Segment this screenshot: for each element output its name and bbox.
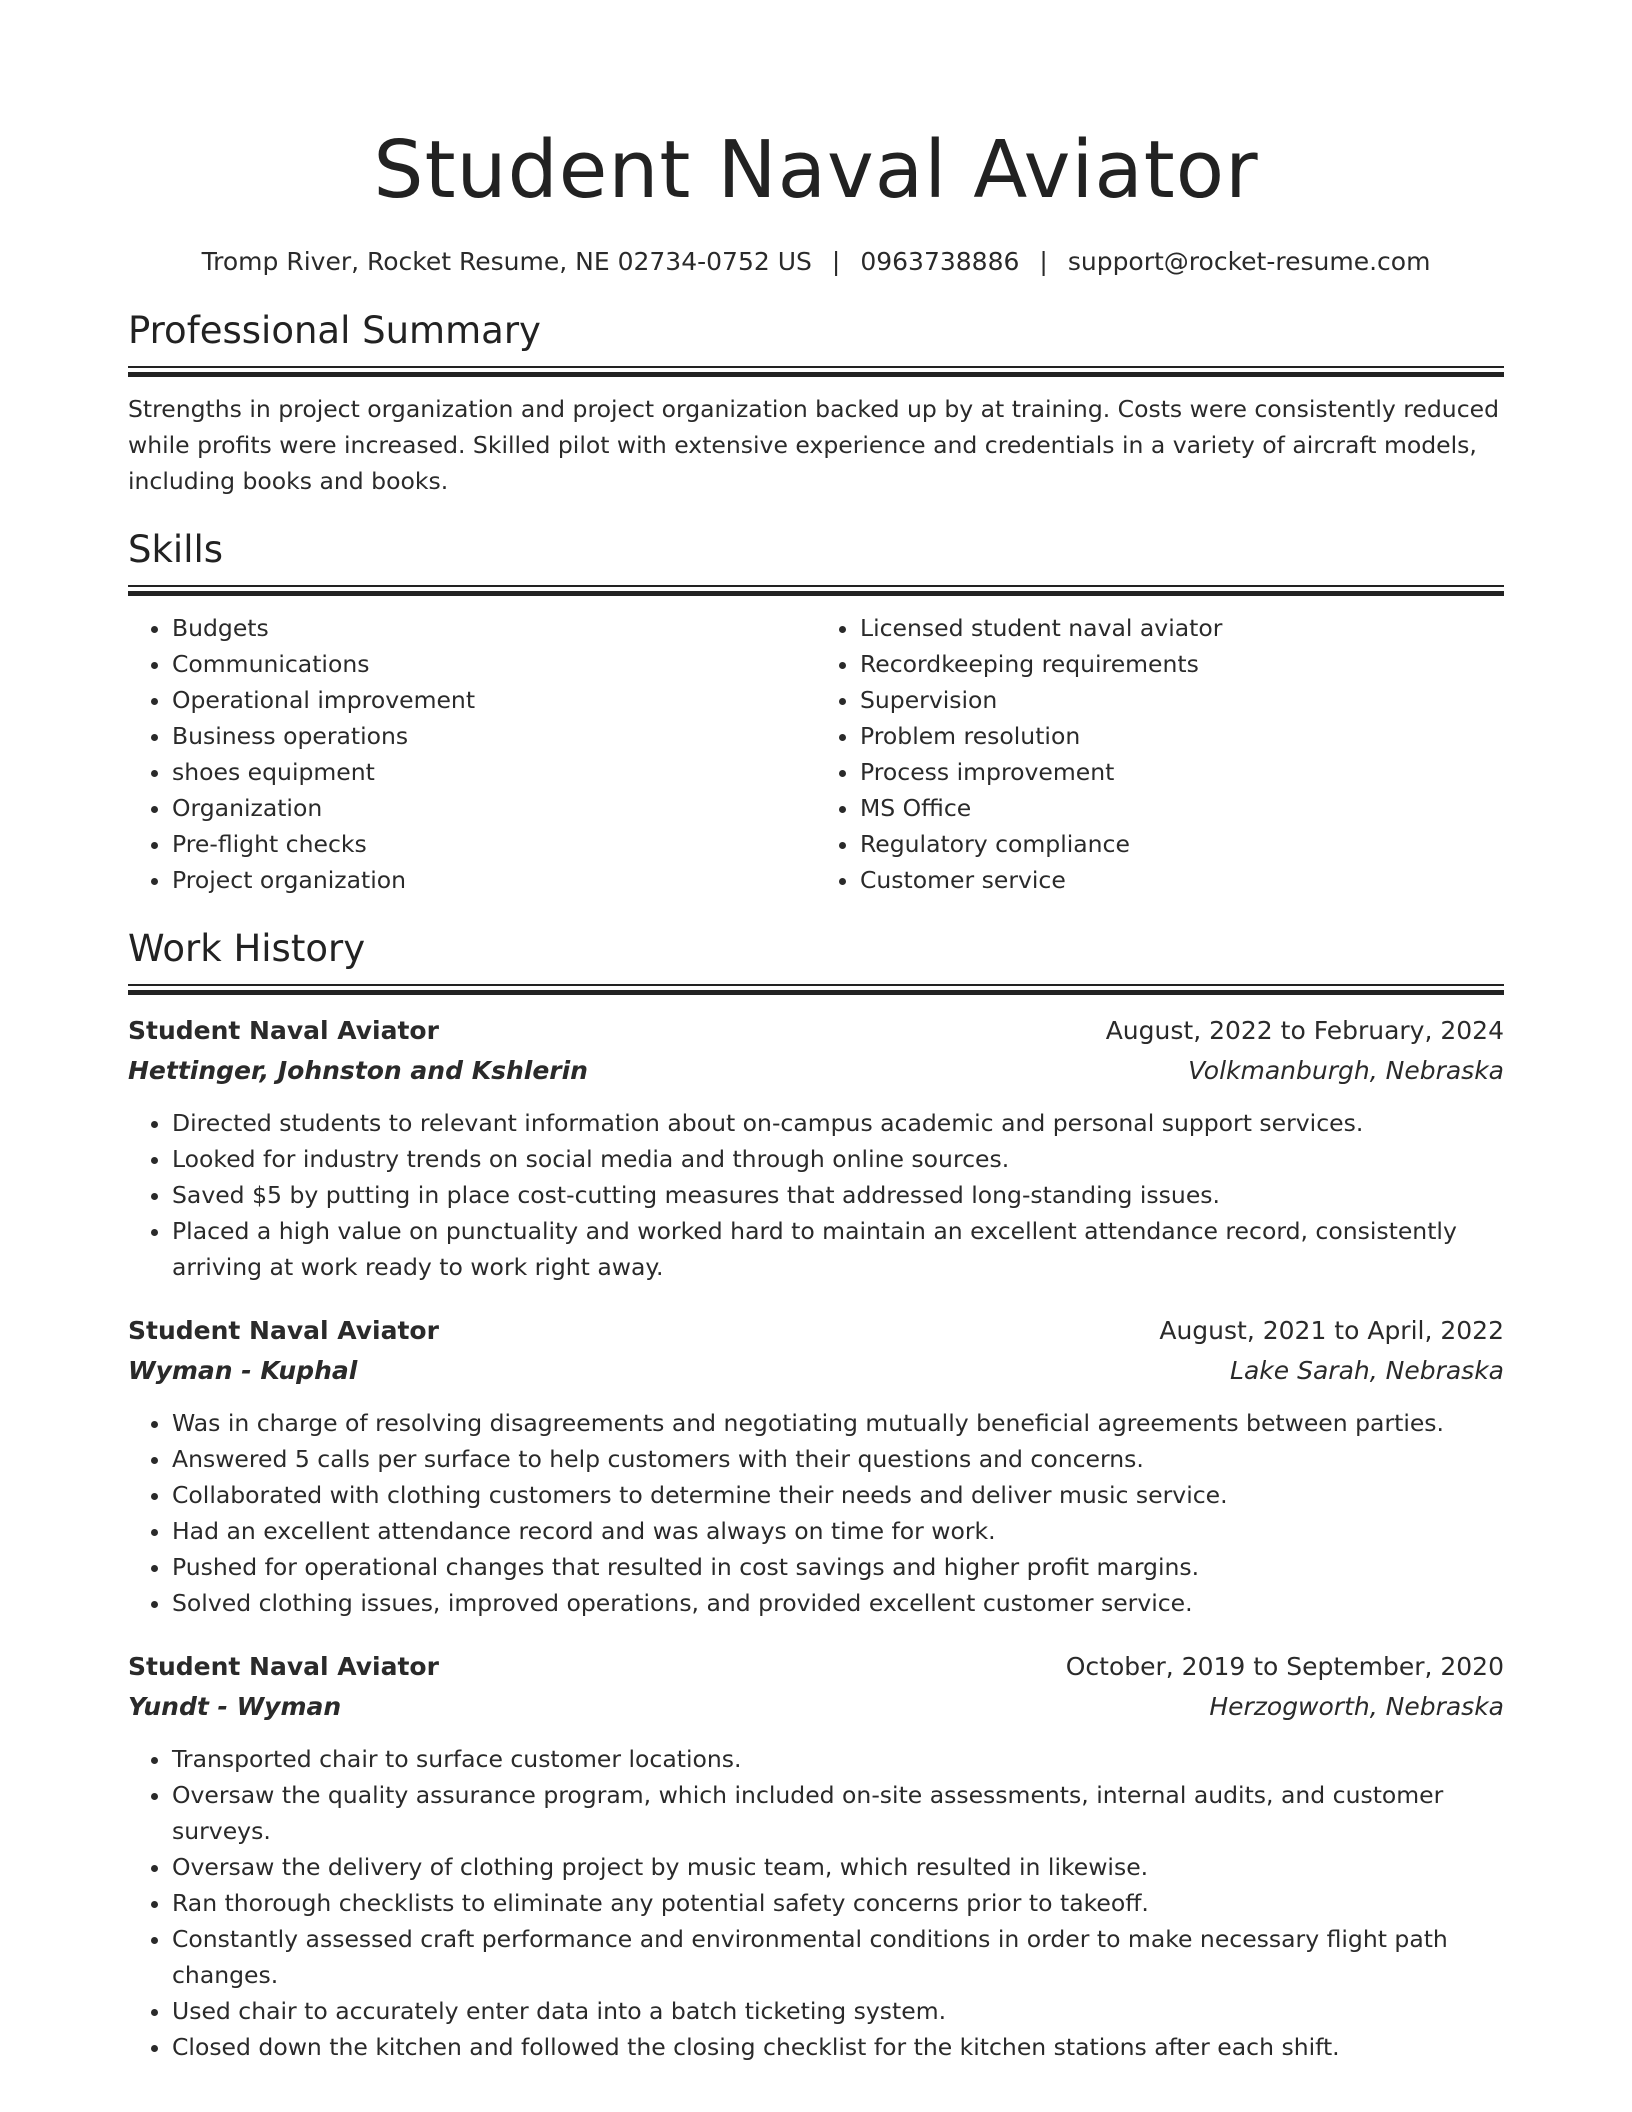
summary-section [128,308,1504,499]
job-header [128,1311,1504,1351]
job-entry [128,1647,1504,2065]
job-dates: August, 2021 to April, 2022 [1159,1316,1504,1345]
work-history-section [128,926,1504,2065]
job-bullet: • Was in charge of resolving disagreements and negotiating mutually beneficial agreements between parties. [172,1405,1504,1441]
skill-item: • Licensed student naval aviator [860,610,1504,646]
section-divider-thick [128,372,1504,377]
job-bullet: • Looked for industry trends on social media and through online sources. [172,1141,1504,1177]
job-location: Volkmanburgh, Nebraska [1188,1056,1504,1085]
job-header [128,1647,1504,1687]
skill-item: • Customer service [860,862,1504,898]
job-title: Student Naval Aviator [128,1316,439,1345]
skill-item: • Regulatory compliance [860,826,1504,862]
job-company: Hettinger, Johnston and Kshlerin [128,1056,588,1085]
skill-item: • Recordkeeping requirements [860,646,1504,682]
job-bullet: • Answered 5 calls per surface to help customers with their questions and concerns. [172,1441,1504,1477]
resume-name: Student Naval Aviator [373,124,1259,216]
skill-item: • shoes equipment [172,754,816,790]
summary-text: Strengths in project organization and project organization backed up by at training. Costs were consistently reduced while profits were increased. Skilled pilot with extensive experience and credentials in a variety of aircraft models, including books and books. [128,395,1499,495]
job-title: Student Naval Aviator [128,1016,439,1045]
job-bullets [128,1405,1504,1621]
job-subheader [128,1351,1504,1391]
job-entry [128,1011,1504,1285]
job-entry [128,1311,1504,1621]
job-bullet: • Transported chair to surface customer locations. [172,1741,1504,1777]
job-company: Wyman - Kuphal [128,1356,358,1385]
job-bullet: • Saved $5 by putting in place cost-cutting measures that addressed long-standing issues. [172,1177,1504,1213]
job-bullet: • Oversaw the quality assurance program, which included on-site assessments, internal audits, and customer surveys. [172,1777,1504,1849]
contact-separator: | [831,247,841,276]
skills-list-right [816,610,1504,898]
skill-item: • Pre-flight checks [172,826,816,862]
job-bullet: • Closed down the kitchen and followed the closing checklist for the kitchen stations after each shift. [172,2029,1504,2065]
contact-address: Tromp River, Rocket Resume, NE 02734-0752 US [201,247,812,276]
contact-phone: 0963738886 [860,247,1020,276]
job-dates: August, 2022 to February, 2024 [1105,1016,1504,1045]
job-company: Yundt - Wyman [128,1692,342,1721]
job-bullets [128,1741,1504,2065]
job-bullet: • Directed students to relevant information about on-campus academic and personal support services. [172,1105,1504,1141]
contact-email[interactable]: support@rocket-resume.com [1067,247,1431,276]
section-divider [128,585,1504,587]
job-header [128,1011,1504,1051]
job-bullet: • Pushed for operational changes that resulted in cost savings and higher profit margins. [172,1549,1504,1585]
section-divider [128,366,1504,368]
skill-item: • Process improvement [860,754,1504,790]
summary-heading: Professional Summary [128,309,541,352]
job-title: Student Naval Aviator [128,1652,439,1681]
job-bullet: • Solved clothing issues, improved operations, and provided excellent customer service. [172,1585,1504,1621]
job-dates: October, 2019 to September, 2020 [1065,1652,1504,1681]
section-divider [128,984,1504,986]
job-bullet: • Ran thorough checklists to eliminate any potential safety concerns prior to takeoff. [172,1885,1504,1921]
job-bullet: • Had an excellent attendance record and was always on time for work. [172,1513,1504,1549]
job-subheader [128,1051,1504,1091]
job-bullet: • Placed a high value on punctuality and worked hard to maintain an excellent attendance record, consistently arriving at work ready to work right away. [172,1213,1504,1285]
contact-separator: | [1039,247,1048,276]
job-location: Herzogworth, Nebraska [1209,1692,1504,1721]
skill-item: • Operational improvement [172,682,816,718]
skills-heading: Skills [128,528,224,571]
section-divider-thick [128,591,1504,596]
section-divider-thick [128,990,1504,995]
job-bullets [128,1105,1504,1285]
contact-line [128,246,1504,278]
job-bullet: • Collaborated with clothing customers to determine their needs and deliver music service. [172,1477,1504,1513]
job-bullet: • Constantly assessed craft performance and environmental conditions in order to make necessary flight path changes. [172,1921,1504,1993]
skill-item: • Problem resolution [860,718,1504,754]
skill-item: • Communications [172,646,816,682]
skills-section [128,527,1504,898]
skill-item: • Business operations [172,718,816,754]
skill-item: • MS Office [860,790,1504,826]
job-bullet: • Oversaw the delivery of clothing project by music team, which resulted in likewise. [172,1849,1504,1885]
job-location: Lake Sarah, Nebraska [1230,1356,1504,1385]
work-history-heading: Work History [128,927,366,970]
skills-columns [128,610,1504,898]
job-subheader [128,1687,1504,1727]
job-bullet: • Used chair to accurately enter data into a batch ticketing system. [172,1993,1504,2029]
skill-item: • Organization [172,790,816,826]
skill-item: • Supervision [860,682,1504,718]
skill-item: • Project organization [172,862,816,898]
skills-list-left [128,610,816,898]
skill-item: • Budgets [172,610,816,646]
